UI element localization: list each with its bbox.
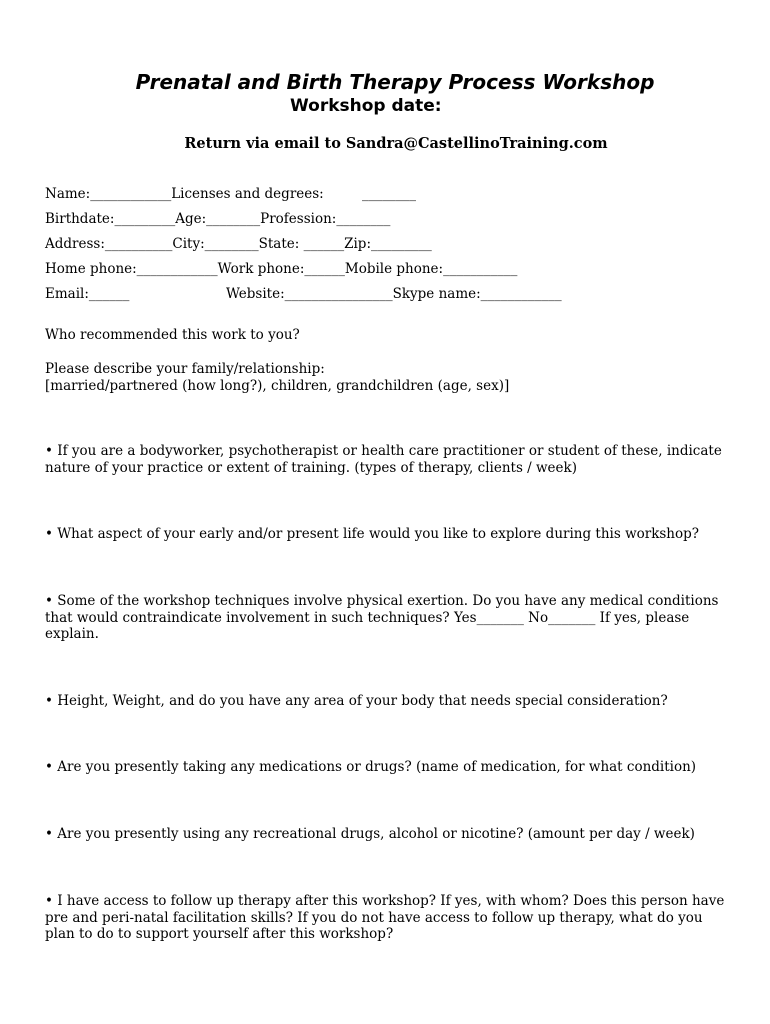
question-practitioner [45,443,735,476]
question-recommended-text: Who recommended this work to you? [45,327,300,343]
phone-fields[interactable]: Home phone:____________Work phone:______Mobile phone:___________ [45,261,518,277]
question-height-text: • Height, Weight, and do you have any area of your body that needs special consideration? [45,693,668,709]
question-explore-text: • What aspect of your early and/or present life would you like to explore during this workshop? [45,526,700,542]
question-followup-text: • I have access to follow up therapy after this workshop? If yes, with whom? Does this person have pre and peri-natal facilitation skills? If you do not have access to follow up therapy, what do you plan to do to support yourself after this workshop? [45,893,725,942]
website-skype-field[interactable]: Website:________________Skype name:____________ [226,286,562,302]
question-exertion-text: • Some of the workshop techniques involve physical exertion. Do you have any medical conditions that would contraindicate involvement in such techniques? Yes_______ No_______ If yes, please explain. [45,593,719,642]
question-medications [45,759,735,776]
question-recommended [45,327,735,344]
licenses-blank[interactable]: ________ [362,186,416,202]
workshop-date-label: Workshop date: [290,96,442,116]
address-city-state-zip-field[interactable]: Address:__________City:________State: ______Zip:_________ [45,236,432,252]
form-title: Prenatal and Birth Therapy Process Workshop [135,70,655,94]
question-practitioner-text: • If you are a bodyworker, psychotherapist or health care practitioner or student of these, indicate nature of your practice or extent of training. (types of therapy, clients / week) [45,443,722,476]
question-recreational-text: • Are you presently using any recreational drugs, alcohol or nicotine? (amount per day / week) [45,826,695,842]
question-recreational [45,826,735,843]
birthdate-age-profession-field[interactable]: Birthdate:_________Age:________Profession:________ [45,211,391,227]
question-explore [45,526,735,543]
question-family-line-1: Please describe your family/relationship: [45,361,325,377]
return-instructions: Return via email to Sandra@CastellinoTraining.com [184,135,608,152]
name-licenses-field[interactable]: Name:____________Licenses and degrees: [45,186,324,202]
question-exertion [45,593,735,643]
question-family-line-2: [married/partnered (how long?), children, grandchildren (age, sex)] [45,377,510,394]
question-medications-text: • Are you presently taking any medications or drugs? (name of medication, for what condition) [45,759,697,775]
question-followup [45,893,735,943]
email-field[interactable]: Email:______ [45,286,130,302]
question-family [45,361,735,394]
question-height [45,693,735,710]
